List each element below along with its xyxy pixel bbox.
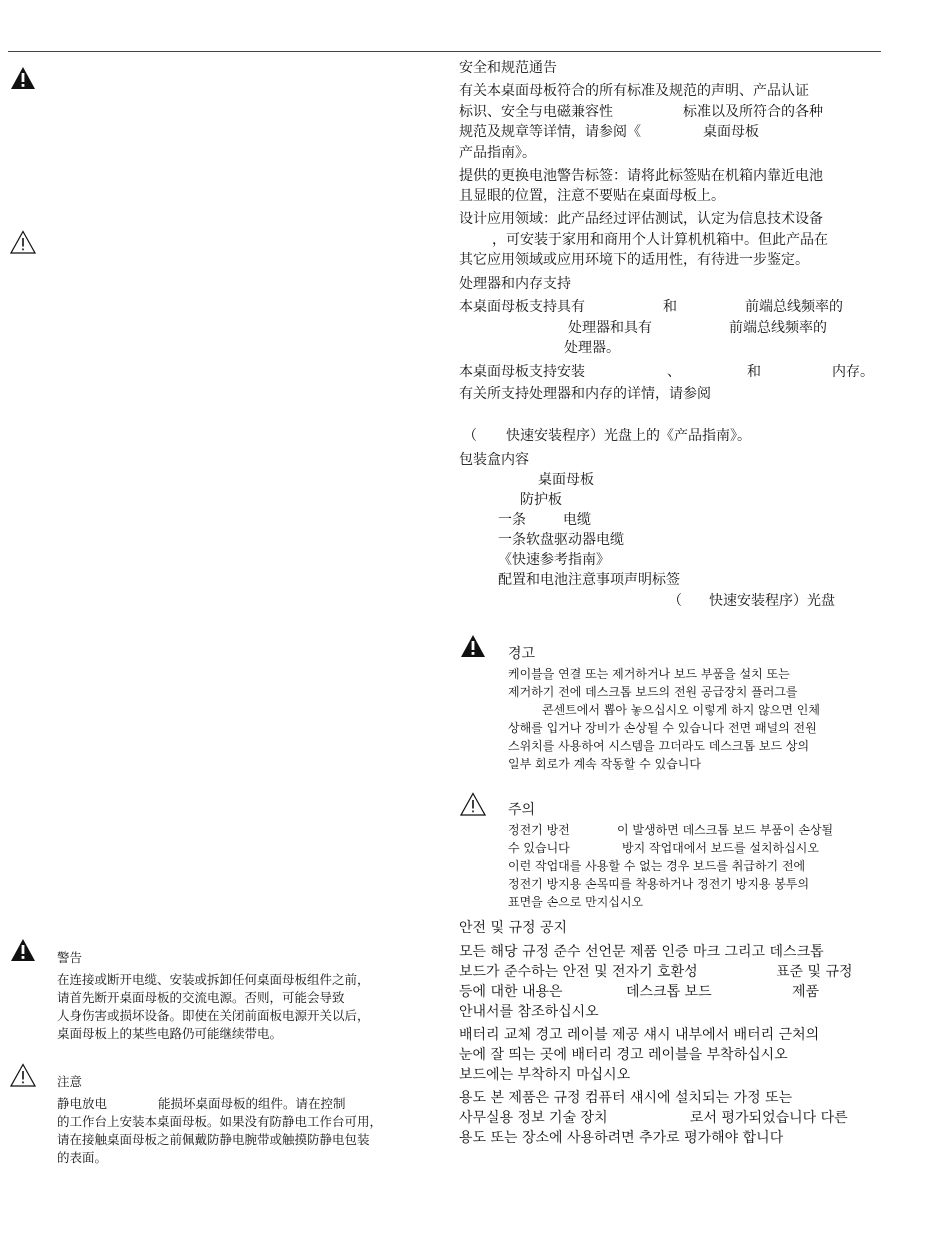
- mem-zh-d: 内存。: [832, 364, 874, 380]
- ko-usage-line-3: 용도 또는 장소에 사용하려면 추가로 평가해야 합니다: [459, 1130, 784, 1146]
- ko-caution-line-2b: 방지 작업대에서 보드를 설치하십시오: [622, 841, 819, 855]
- cpu-zh-b: 和: [663, 299, 677, 315]
- box-item-cable-b: 电缆: [563, 512, 591, 528]
- cpu-zh-a: 本桌面母板支持具有: [459, 299, 585, 315]
- ko-warning-icon: [460, 634, 486, 658]
- cpu-zh-e: 前端总线频率的: [729, 320, 827, 336]
- ko-usage-line-2b: 로서 평가되었습니다 다른: [690, 1110, 848, 1126]
- ko-reg-line-3b: 데스크톱 보드: [626, 984, 712, 1000]
- box-heading-zh: 包装盒内容: [459, 452, 529, 468]
- zh-caution-line-2: 的工作台上安装本桌面母板。如果没有防静电工作台可用，: [57, 1114, 383, 1129]
- ko-warning-line-4: 상해를 입거나 장비가 손상될 수 있습니다 전면 패널의 전원: [508, 721, 817, 735]
- mem-zh-c: 和: [747, 364, 761, 380]
- warning-icon: [10, 66, 36, 90]
- ko-caution-line-1a: 정전기 방전: [508, 823, 570, 837]
- ko-reg-line-1: 모든 해당 규정 준수 선언문 제품 인증 마크 그리고 데스크톱: [459, 944, 824, 960]
- ko-reg-heading: 안전 및 규정 공지: [459, 920, 568, 936]
- box-item-floppy: 一条软盘驱动器电缆: [498, 532, 624, 548]
- caution-icon: [10, 230, 36, 254]
- ko-battery-line-1: 배터리 교체 경고 레이블 제공 섀시 내부에서 배터리 근처의: [459, 1027, 820, 1043]
- usage-zh-line-1: 设计应用领域：此产品经过评估测试，认定为信息技术设备: [459, 211, 823, 227]
- ko-reg-line-2b: 표준 및 규정: [776, 964, 853, 980]
- reg-zh-line-2a: 标识、安全与电磁兼容性: [459, 104, 613, 120]
- safety-heading-zh: 安全和规范通告: [459, 60, 557, 76]
- cd-zh-a: （: [463, 428, 477, 444]
- ko-usage-line-1: 용도 본 제품은 규정 컴퓨터 섀시에 설치되는 가정 또는: [459, 1090, 793, 1106]
- zh-caution-line-1a: 静电放电: [57, 1096, 108, 1111]
- cd-zh-b: 快速安装程序）光盘上的《产品指南》。: [506, 428, 751, 444]
- battery-zh-line-1: 提供的更换电池警告标签：请将此标签贴在机箱内靠近电池: [459, 168, 823, 184]
- mem-zh-a: 本桌面母板支持安装: [459, 364, 585, 380]
- ko-caution-line-1b: 이 발생하면 데스크톱 보드 부품이 손상될: [617, 823, 834, 837]
- ko-reg-line-3a: 등에 대한 내용은: [459, 984, 563, 1000]
- mem-zh-b: 、: [667, 364, 681, 380]
- ko-warning-line-1: 케이블을 연결 또는 제거하거나 보드 부품을 설치 또는: [508, 667, 790, 681]
- ko-warning-line-2: 제거하기 전에 데스크톱 보드의 전원 공급장치 플러그를: [508, 685, 798, 699]
- cpu-zh-f: 处理器。: [564, 340, 620, 356]
- zh-caution-line-4: 的表面。: [57, 1150, 108, 1165]
- usage-zh-line-3: 其它应用领域或应用环境下的适用性，有待进一步鉴定。: [459, 252, 809, 268]
- zh-warning-line-4: 桌面母板上的某些电路仍可能继续带电。: [57, 1026, 283, 1041]
- ko-reg-line-3c: 제품: [792, 984, 820, 1000]
- zh-caution-line-3: 请在接触桌面母板之前佩戴防静电腕带或触摸防静电包装: [57, 1132, 370, 1147]
- ko-caution-title: 주의: [508, 802, 536, 818]
- ko-caution-line-2a: 수 있습니다: [508, 841, 570, 855]
- ko-usage-line-2a: 사무실용 정보 기술 장치: [459, 1110, 608, 1126]
- ko-warning-line-5: 스위치를 사용하여 시스템을 끄더라도 데스크톱 보드 상의: [508, 739, 810, 753]
- ko-reg-line-4: 안내서를 참조하십시오: [459, 1004, 599, 1020]
- cpu-zh-c: 前端总线频率的: [745, 299, 843, 315]
- box-item-board: 桌面母板: [538, 472, 594, 488]
- ko-caution-line-5: 표면을 손으로 만지십시오: [508, 895, 644, 909]
- reg-zh-line-2b: 标准以及所符合的各种: [683, 104, 823, 120]
- zh-warning-line-1: 在连接或断开电缆、安装或拆卸任何桌面母板组件之前，: [57, 972, 370, 987]
- zh-warning-line-3: 人身伤害或损坏设备。即使在关闭前面板电源开关以后，: [57, 1008, 370, 1023]
- ko-battery-line-2: 눈에 잘 띄는 곳에 배터리 경고 레이블을 부착하십시오: [459, 1047, 788, 1063]
- zh-warning-title: 警告: [57, 950, 83, 965]
- ko-warning-title: 경고: [508, 646, 536, 662]
- box-item-cd-a: （: [668, 593, 682, 609]
- zh-warning-line-2: 请首先断开桌面母板的交流电源。否则，可能会导致: [57, 990, 345, 1005]
- ko-reg-line-2a: 보드가 준수하는 안전 및 전자기 호환성: [459, 964, 698, 980]
- box-item-label: 配置和电池注意事项声明标签: [498, 572, 680, 588]
- ko-caution-icon: [460, 792, 486, 816]
- zh-caution-line-1b: 能损坏桌面母板的组件。请在控制: [158, 1096, 346, 1111]
- zh-warning-icon: [10, 938, 36, 962]
- box-item-guide: 《快速参考指南》: [498, 552, 610, 568]
- cpu-zh-d: 处理器和具有: [568, 320, 652, 336]
- zh-caution-icon: [10, 1063, 36, 1087]
- box-item-shield: 防护板: [520, 492, 562, 508]
- cpu-heading-zh: 处理器和内存支持: [459, 276, 571, 292]
- usage-zh-line-2: ，可安装于家用和商用个人计算机机箱中。但此产品在: [492, 232, 828, 248]
- ko-caution-line-3: 이런 작업대를 사용할 수 없는 경우 보드를 취급하기 전에: [508, 859, 806, 873]
- reg-zh-line-4: 产品指南》。: [459, 145, 536, 161]
- ko-warning-line-6: 일부 회로가 계속 작동할 수 있습니다: [508, 757, 701, 771]
- reg-zh-line-3b: 桌面母板: [703, 124, 759, 140]
- mem-zh-e: 有关所支持处理器和内存的详情，请参阅: [459, 386, 711, 402]
- zh-caution-title: 注意: [57, 1074, 83, 1089]
- ko-warning-line-3: 콘센트에서 뽑아 놓으십시오 이렇게 하지 않으면 인체: [542, 703, 820, 717]
- battery-zh-line-2: 且显眼的位置，注意不要贴在桌面母板上。: [459, 188, 725, 204]
- ko-caution-line-4: 정전기 방지용 손목띠를 착용하거나 정전기 방지용 봉투의: [508, 877, 810, 891]
- header-rule: [8, 51, 881, 52]
- reg-zh-line-1: 有关本桌面母板符合的所有标准及规范的声明、产品认证: [459, 83, 809, 99]
- box-item-cd-b: 快速安装程序）光盘: [709, 593, 835, 609]
- box-item-cable-a: 一条: [498, 512, 526, 528]
- ko-battery-line-3: 보드에는 부착하지 마십시오: [459, 1067, 631, 1083]
- reg-zh-line-3a: 规范及规章等详情，请参阅《: [459, 124, 641, 140]
